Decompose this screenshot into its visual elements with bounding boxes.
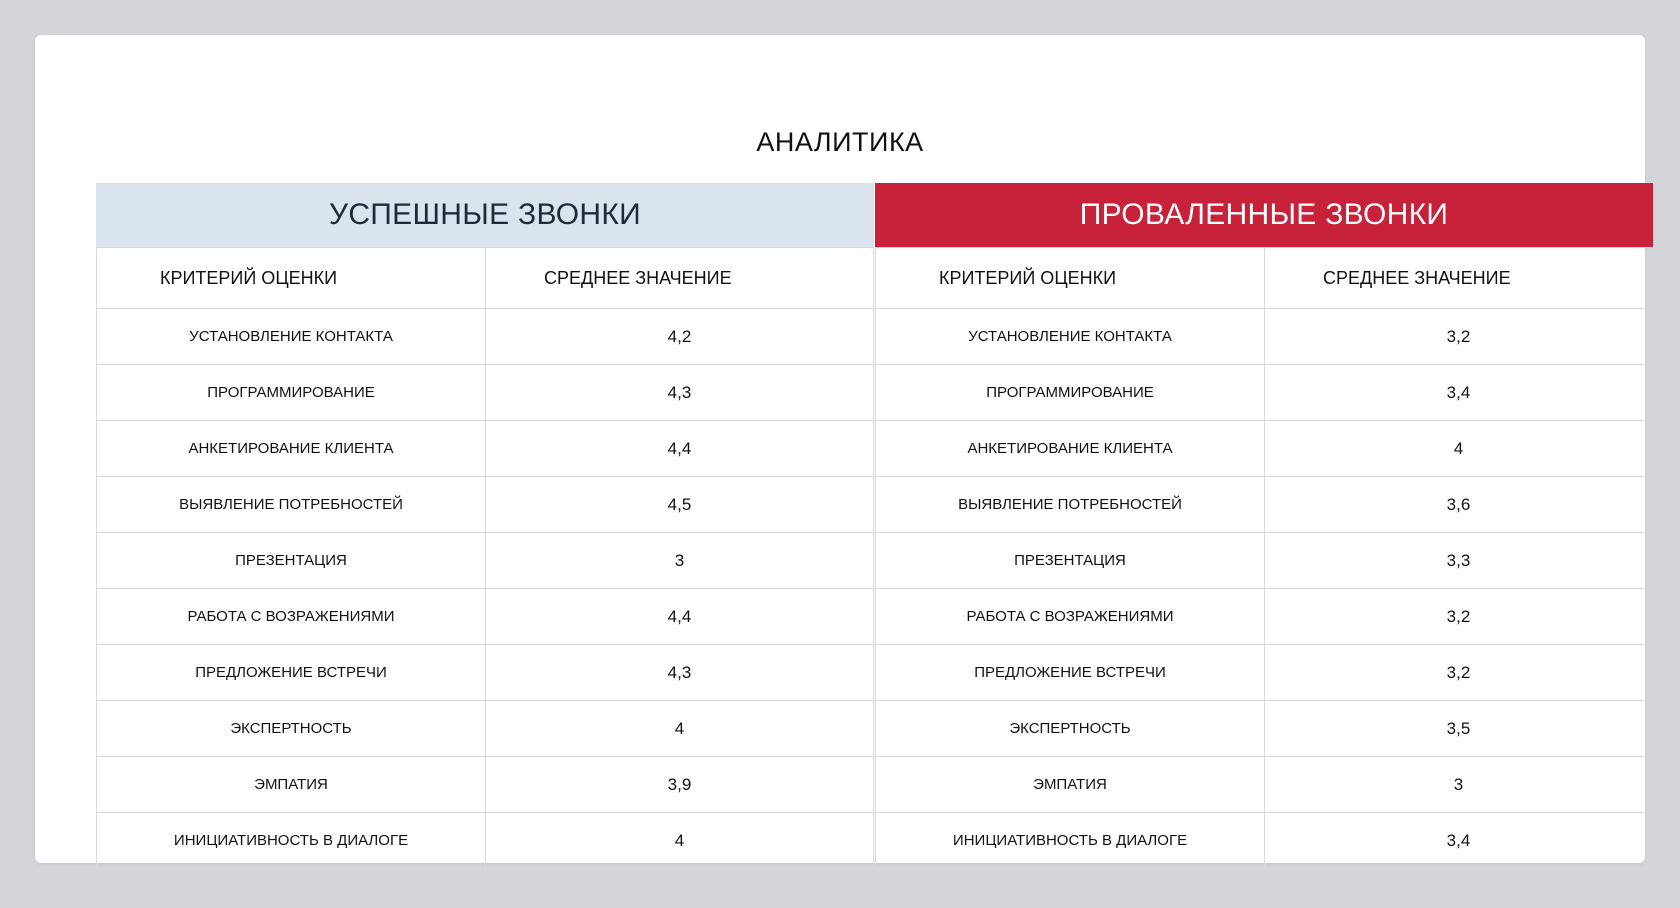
failed-calls-panel <box>875 183 1653 869</box>
average-value-cell: 4 <box>486 701 874 757</box>
table-header-row <box>97 248 874 309</box>
column-header-criterion: КРИТЕРИЙ ОЦЕНКИ <box>97 248 486 309</box>
criterion-cell: ПРЕЗЕНТАЦИЯ <box>876 533 1265 589</box>
criterion-cell: ЭМПАТИЯ <box>876 757 1265 813</box>
table-row <box>876 477 1653 533</box>
average-value-cell: 3 <box>486 533 874 589</box>
average-value-cell: 3,5 <box>1265 701 1653 757</box>
criterion-cell: АНКЕТИРОВАНИЕ КЛИЕНТА <box>97 421 486 477</box>
column-header-average: СРЕДНЕЕ ЗНАЧЕНИЕ <box>1265 248 1653 309</box>
table-row <box>876 533 1653 589</box>
table-row <box>97 309 874 365</box>
average-value-cell: 3,4 <box>1265 365 1653 421</box>
average-value-cell: 3 <box>1265 757 1653 813</box>
failed-calls-body <box>876 309 1653 869</box>
average-value-cell: 4,5 <box>486 477 874 533</box>
table-row <box>97 701 874 757</box>
column-header-criterion: КРИТЕРИЙ ОЦЕНКИ <box>876 248 1265 309</box>
criterion-cell: ПРЕДЛОЖЕНИЕ ВСТРЕЧИ <box>97 645 486 701</box>
criterion-cell: ЭКСПЕРТНОСТЬ <box>97 701 486 757</box>
criterion-cell: УСТАНОВЛЕНИЕ КОНТАКТА <box>876 309 1265 365</box>
table-header-row <box>876 248 1653 309</box>
criterion-cell: ПРОГРАММИРОВАНИЕ <box>876 365 1265 421</box>
average-value-cell: 4,2 <box>486 309 874 365</box>
average-value-cell: 3,2 <box>1265 589 1653 645</box>
average-value-cell: 3,9 <box>486 757 874 813</box>
table-row <box>97 645 874 701</box>
table-row <box>876 813 1653 869</box>
average-value-cell: 4,4 <box>486 589 874 645</box>
table-row <box>97 813 874 869</box>
page-title: АНАЛИТИКА <box>756 127 924 157</box>
average-value-cell: 4,4 <box>486 421 874 477</box>
average-value-cell: 3,2 <box>1265 309 1653 365</box>
criterion-cell: ВЫЯВЛЕНИЕ ПОТРЕБНОСТЕЙ <box>876 477 1265 533</box>
average-value-cell: 3,4 <box>1265 813 1653 869</box>
table-row <box>876 701 1653 757</box>
average-value-cell: 3,2 <box>1265 645 1653 701</box>
table-row <box>97 477 874 533</box>
criterion-cell: ИНИЦИАТИВНОСТЬ В ДИАЛОГЕ <box>876 813 1265 869</box>
criterion-cell: ВЫЯВЛЕНИЕ ПОТРЕБНОСТЕЙ <box>97 477 486 533</box>
table-row <box>97 589 874 645</box>
criterion-cell: ЭКСПЕРТНОСТЬ <box>876 701 1265 757</box>
table-row <box>876 645 1653 701</box>
criterion-cell: ПРЕДЛОЖЕНИЕ ВСТРЕЧИ <box>876 645 1265 701</box>
average-value-cell: 3,3 <box>1265 533 1653 589</box>
criterion-cell: ЭМПАТИЯ <box>97 757 486 813</box>
criterion-cell: ПРОГРАММИРОВАНИЕ <box>97 365 486 421</box>
average-value-cell: 4,3 <box>486 645 874 701</box>
table-row <box>876 589 1653 645</box>
table-row <box>97 421 874 477</box>
analytics-card <box>35 35 1645 863</box>
table-row <box>876 757 1653 813</box>
table-row <box>876 309 1653 365</box>
criterion-cell: ИНИЦИАТИВНОСТЬ В ДИАЛОГЕ <box>97 813 486 869</box>
success-calls-body <box>97 309 874 869</box>
table-row <box>97 365 874 421</box>
criterion-cell: АНКЕТИРОВАНИЕ КЛИЕНТА <box>876 421 1265 477</box>
average-value-cell: 4 <box>1265 421 1653 477</box>
average-value-cell: 3,6 <box>1265 477 1653 533</box>
average-value-cell: 4,3 <box>486 365 874 421</box>
criterion-cell: ПРЕЗЕНТАЦИЯ <box>97 533 486 589</box>
table-row <box>876 421 1653 477</box>
success-calls-panel <box>96 183 874 869</box>
table-row <box>97 533 874 589</box>
criterion-cell: УСТАНОВЛЕНИЕ КОНТАКТА <box>97 309 486 365</box>
failed-calls-table <box>875 247 1653 869</box>
column-header-average: СРЕДНЕЕ ЗНАЧЕНИЕ <box>486 248 874 309</box>
failed-calls-header: ПРОВАЛЕННЫЕ ЗВОНКИ <box>875 183 1653 247</box>
criterion-cell: РАБОТА С ВОЗРАЖЕНИЯМИ <box>97 589 486 645</box>
criterion-cell: РАБОТА С ВОЗРАЖЕНИЯМИ <box>876 589 1265 645</box>
table-row <box>876 365 1653 421</box>
success-calls-table <box>96 247 874 869</box>
table-row <box>97 757 874 813</box>
success-calls-header: УСПЕШНЫЕ ЗВОНКИ <box>96 183 874 247</box>
average-value-cell: 4 <box>486 813 874 869</box>
